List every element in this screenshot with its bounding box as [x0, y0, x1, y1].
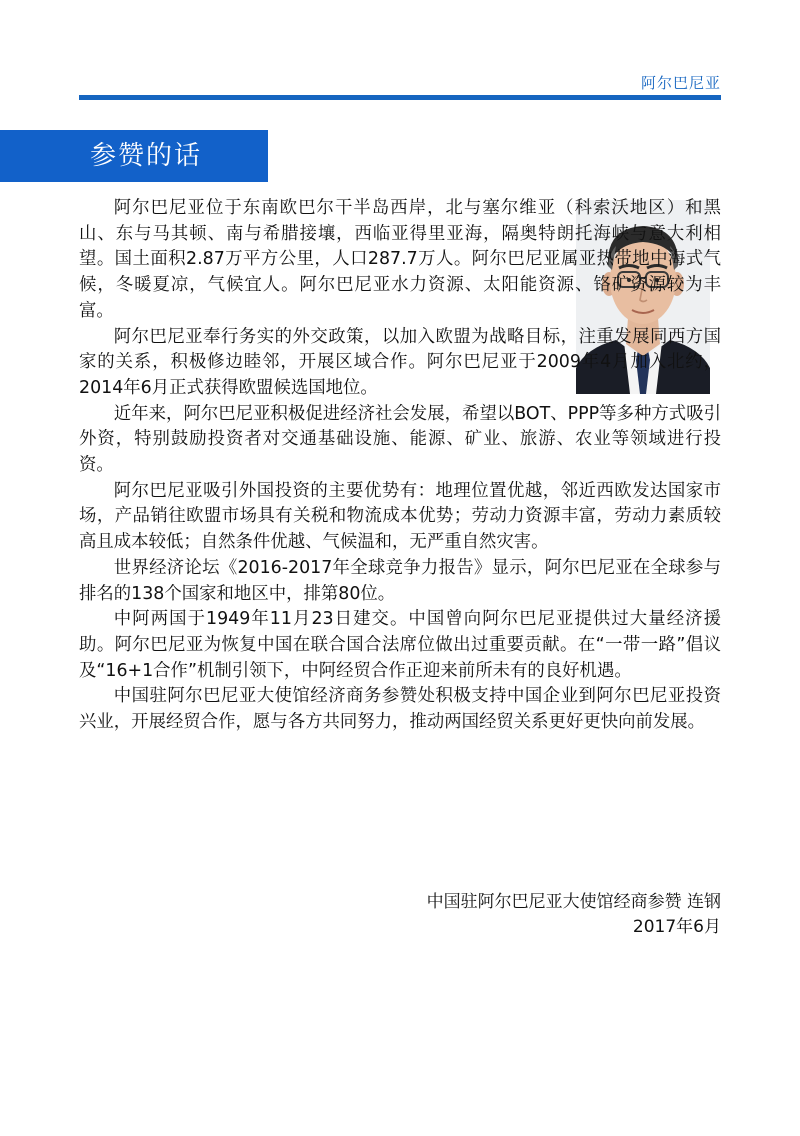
running-head-country: 阿尔巴尼亚 [640, 74, 721, 92]
header-rule [79, 95, 721, 100]
signature-block [427, 890, 721, 940]
signature-author: 中国驻阿尔巴尼亚大使馆经商参赞 连钢 [426, 892, 721, 912]
article-body [79, 196, 721, 736]
signature-date: 2017年6月 [632, 917, 721, 937]
paragraph-support: 中国驻阿尔巴尼亚大使馆经济商务参赞处积极支持中国企业到阿尔巴尼亚投资兴业，开展经贸合作，愿与各方共同努力，推动两国经贸关系更好更快向前发展。 [79, 686, 721, 733]
paragraph-investment: 近年来，阿尔巴尼亚积极促进经济社会发展，希望以BOT、PPP等多种方式吸引外资，特别鼓励投资者对交通基础设施、能源、矿业、旅游、农业等领域进行投资。 [79, 403, 721, 476]
paragraph-foreign-policy: 阿尔巴尼亚奉行务实的外交政策，以加入欧盟为战略目标，注重发展同西方国家的关系，积极修边睦邻，开展区域合作。阿尔巴尼亚于2009年4月加入北约，2014年6月正式获得欧盟候选国地位。 [79, 326, 721, 398]
paragraph-relations: 中阿两国于1949年11月23日建交。中国曾向阿尔巴尼亚提供过大量经济援助。阿尔巴尼亚为恢复中国在联合国合法席位做出过重要贡献。在“一带一路”倡议及“16+1合作”机制引领下，中阿经贸合作正迎来前所未有的良好机遇。 [79, 609, 721, 681]
paragraph-advantages: 阿尔巴尼亚吸引外国投资的主要优势有：地理位置优越，邻近西欧发达国家市场，产品销往欧盟市场具有关税和物流成本优势；劳动力资源丰富，劳动力素质较高且成本较低；自然条件优越、气候温和，无严重自然灾害。 [79, 480, 721, 553]
section-banner [0, 130, 268, 182]
paragraph-geography: 阿尔巴尼亚位于东南欧巴尔干半岛西岸，北与塞尔维亚（科索沃地区）和黑山、东与马其顿、南与希腊接壤，西临亚得里亚海，隔奥特朗托海峡与意大利相望。国土面积2.87万平方公里，人口287.7万人。阿尔巴尼亚属亚热带地中海式气候，冬暖夏凉，气候宜人。阿尔巴尼亚水力资源、太阳能资源、铬矿资源较为丰富。 [79, 198, 721, 321]
paragraph-competitiveness: 世界经济论坛《2016-2017年全球竞争力报告》显示，阿尔巴尼亚在全球参与排名的138个国家和地区中，排第80位。 [79, 557, 721, 604]
section-title: 参赞的话 [90, 141, 203, 171]
